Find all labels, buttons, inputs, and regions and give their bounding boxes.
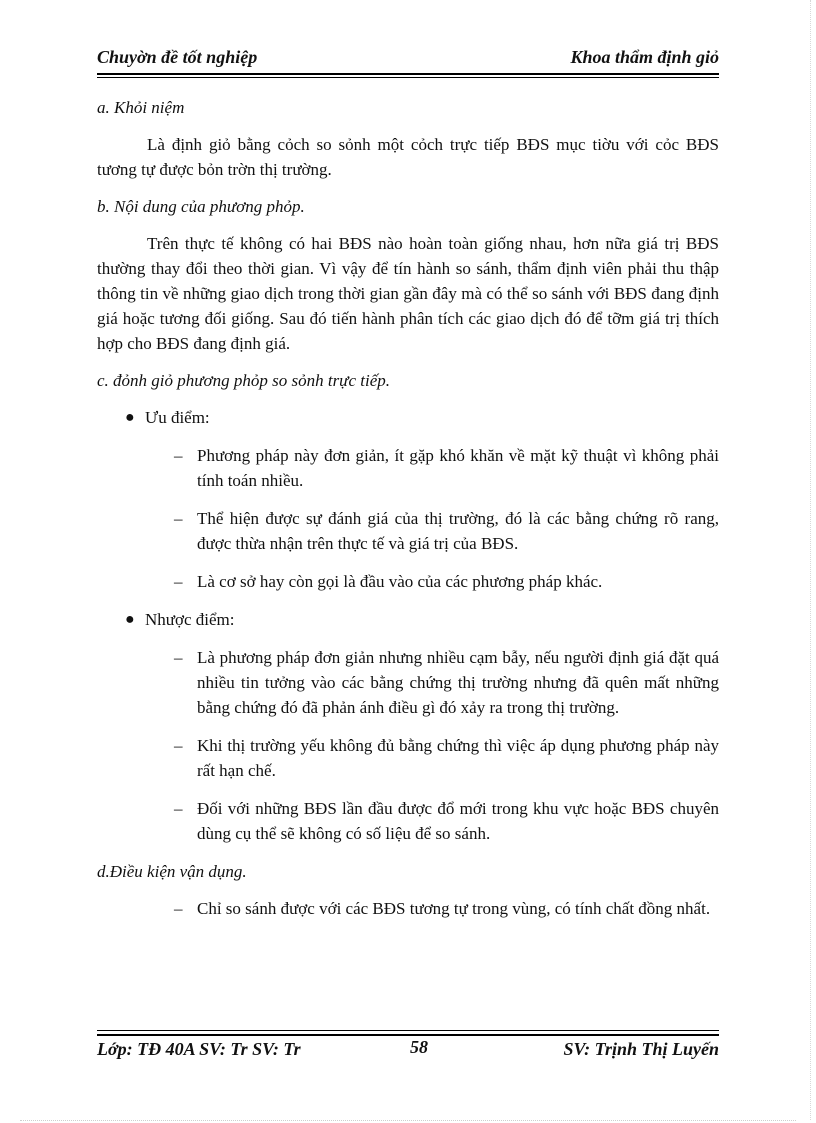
- list-item: [97, 569, 719, 594]
- page-footer: [97, 1037, 719, 1063]
- dash-icon: –: [174, 572, 183, 591]
- list-item: [97, 506, 719, 556]
- page-number: 58: [410, 1037, 428, 1057]
- dash-icon: –: [174, 446, 183, 465]
- page-header: [97, 45, 719, 73]
- section-a-paragraph: Là định giỏ bằng cỏch so sỏnh một cỏch trực tiếp BĐS mục tiờu với cỏc BĐS tương tự được bỏn trờn thị trường.: [97, 135, 719, 179]
- disadvantage-text: Đối với những BĐS lần đầu được đổ mới trong khu vực hoặc BĐS chuyên dùng cụ thể sẽ không có số liệu để so sánh.: [197, 799, 719, 843]
- document-body: [97, 95, 719, 934]
- header-rule: [97, 73, 719, 75]
- list-item: [97, 796, 719, 846]
- advantage-text: Là cơ sở hay còn gọi là đầu vào của các phương pháp khác.: [197, 572, 603, 591]
- disadvantage-text: Khi thị trường yếu không đủ bằng chứng thì việc áp dụng phương pháp này rất hạn chế.: [197, 736, 719, 780]
- list-item: [97, 896, 719, 921]
- page-edge-bottom: [20, 1120, 796, 1121]
- section-d-heading: d.Điều kiện vận dụng.: [97, 862, 247, 881]
- advantage-text: Phương pháp này đơn giản, ít gặp khó khăn về mặt kỹ thuật vì không phải tính toán nhiều.: [197, 446, 719, 490]
- list-item: [97, 443, 719, 493]
- advantages-bullet: [97, 405, 719, 430]
- advantages-label: Ưu điểm:: [145, 408, 210, 427]
- disadvantages-bullet: [97, 607, 719, 632]
- section-b-paragraph: Trên thực tế không có hai BĐS nào hoàn toàn giống nhau, hơn nữa giá trị BĐS thường thay đổi theo thời gian. Vì vậy để tín hành so sánh, thẩm định viên phải thu thập thông tin về những giao dịch trong thời gian gần đây mà có thể so sánh với BĐS đang định giá hoặc tương đối giống. Sau đó tiến hành phân tích các giao dịch đó để tỡm giá trị thích hợp cho BĐS đang định giá.: [97, 234, 719, 353]
- footer-rule-thin: [97, 1030, 719, 1031]
- advantage-text: Thể hiện được sự đánh giá của thị trường, đó là các bằng chứng rõ rang, được thừa nhận trên thực tế và giá trị của BĐS.: [197, 509, 719, 553]
- section-a-heading: a. Khỏi niệm: [97, 98, 185, 117]
- section-c-heading: c. đỏnh giỏ phương phỏp so sỏnh trực tiếp.: [97, 371, 390, 390]
- footer-author: SV: Trịnh Thị Luyến: [563, 1039, 719, 1059]
- disadvantages-label: Nhược điểm:: [145, 610, 235, 629]
- list-item: [97, 733, 719, 783]
- page-edge-right: [810, 0, 811, 1120]
- section-b-heading: b. Nội dung của phương phỏp.: [97, 197, 305, 216]
- header-rule-thin: [97, 77, 719, 78]
- dash-icon: –: [174, 648, 183, 667]
- footer-rule: [97, 1034, 719, 1036]
- header-title-right: Khoa thẩm định giỏ: [570, 47, 719, 67]
- footer-class-info: Lớp: TĐ 40A SV: Tr SV: Tr: [97, 1039, 301, 1059]
- list-item: [97, 645, 719, 720]
- dash-icon: –: [174, 509, 183, 528]
- dash-icon: –: [174, 799, 183, 818]
- condition-text: Chỉ so sánh được với các BĐS tương tự trong vùng, có tính chất đồng nhất.: [197, 899, 711, 918]
- disadvantage-text: Là phương pháp đơn giản nhưng nhiều cạm bẫy, nếu người định giá đặt quá nhiều tin tưởng vào các bằng chứng thị trường nhưng đã quên mất những bằng chứng đó đã phản ánh điều gì đó xảy ra trong thị trường.: [197, 648, 719, 717]
- header-title-left: Chuyờn đề tốt nghiệp: [97, 47, 258, 67]
- dash-icon: –: [174, 736, 183, 755]
- bullet-icon: ●: [125, 611, 135, 628]
- bullet-icon: ●: [125, 409, 135, 426]
- dash-icon: –: [174, 899, 183, 918]
